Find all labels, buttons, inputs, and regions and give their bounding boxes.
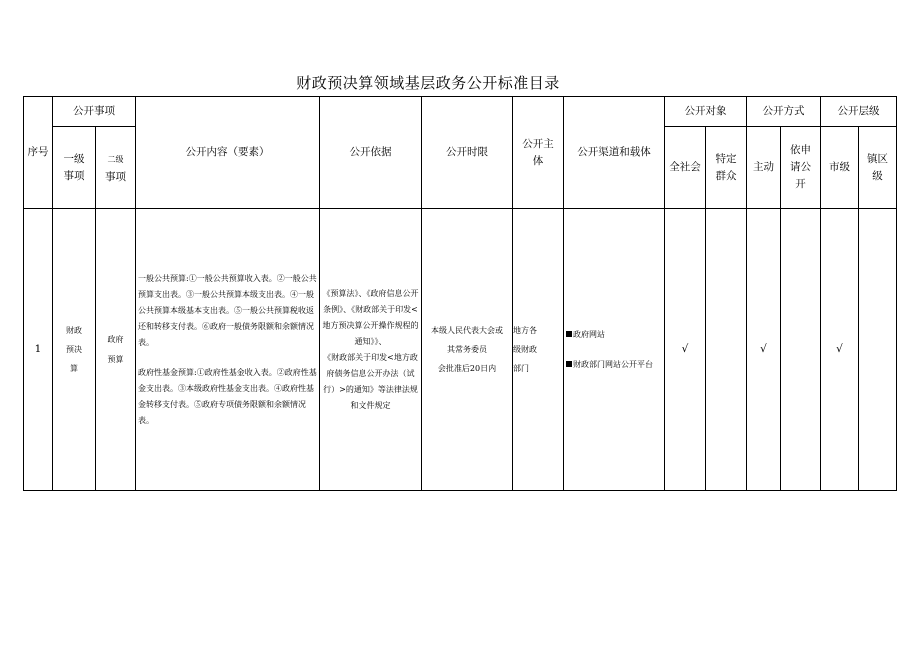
row-level1-line-1: 财政 bbox=[66, 325, 82, 335]
row-time-line-3: 会批准后20日内 bbox=[437, 364, 497, 374]
header-level2-line-1: 二级 bbox=[107, 154, 124, 164]
channel-finance-site-label: 财政部门网站公开平台 bbox=[573, 359, 653, 369]
header-target-specific-line-2: 群众 bbox=[715, 169, 737, 182]
header-mode-active: 主动 bbox=[747, 127, 781, 209]
row-target-specific bbox=[706, 209, 747, 491]
basis-laws: 《预算法》、《政府信息公开条例》、《财政部关于印发<地方预决算公开操作规程的通知》》、 bbox=[322, 288, 419, 346]
row-mode-request bbox=[781, 209, 821, 491]
header-target-group: 公开对象 bbox=[665, 97, 747, 127]
header-time: 公开时限 bbox=[422, 97, 513, 209]
row-subject-line-3: 部门 bbox=[513, 364, 529, 374]
row-time-line-2: 其常务委员 bbox=[447, 344, 487, 354]
row-basis bbox=[320, 209, 422, 491]
basis-debt-notice: 《财政部关于印发<地方政府债务信息公开办法（试行）>的通知》等法律法规和文件规定 bbox=[323, 352, 418, 410]
header-level1 bbox=[53, 127, 96, 209]
header-channel: 公开渠道和载体 bbox=[564, 97, 665, 209]
header-level-town bbox=[859, 127, 897, 209]
document-title: 财政预决算领域基层政务公开标准目录 bbox=[296, 74, 560, 92]
header-basis: 公开依据 bbox=[320, 97, 422, 209]
header-subject bbox=[513, 97, 564, 209]
header-row-1 bbox=[24, 97, 897, 127]
row-time bbox=[422, 209, 513, 491]
row-level2 bbox=[96, 209, 136, 491]
header-level-town-line-2: 级 bbox=[872, 169, 883, 182]
channel-gov-site-label: 政府网站 bbox=[573, 329, 605, 339]
row-level-city: √ bbox=[821, 209, 859, 491]
row-subject bbox=[513, 209, 564, 491]
header-mode-request bbox=[781, 127, 821, 209]
row-level1-line-3: 算 bbox=[70, 364, 78, 374]
header-mode-request-line-2: 请公 bbox=[790, 161, 811, 174]
row-mode-active: √ bbox=[747, 209, 781, 491]
header-target-all: 全社会 bbox=[665, 127, 706, 209]
header-level-group: 公开层级 bbox=[821, 97, 897, 127]
row-content bbox=[136, 209, 320, 491]
header-level-city: 市级 bbox=[821, 127, 859, 209]
channel-item-gov-site bbox=[566, 327, 662, 343]
header-seq: 序号 bbox=[24, 97, 53, 209]
header-mode-request-line-3: 开 bbox=[795, 177, 806, 190]
header-level2-line-2: 事项 bbox=[105, 170, 126, 183]
row-time-line-1: 本级人民代表大会或 bbox=[431, 325, 503, 335]
content-fund-budget: 政府性基金预算:①政府性基金收入表。②政府性基金支出表。③本级政府性基金支出表。④政府性基金转移支付表。⑤政府专项债务限额和余额情况表。 bbox=[138, 367, 317, 425]
header-level-town-line-1: 镇区 bbox=[867, 152, 888, 165]
header-mode-request-line-1: 依申 bbox=[790, 144, 811, 157]
row-level-town bbox=[859, 209, 897, 491]
square-bullet-icon bbox=[566, 361, 572, 367]
row-seq: 1 bbox=[24, 209, 53, 491]
content-general-budget: 一般公共预算:①一般公共预算收入表。②一般公共预算支出表。③一般公共预算本级支出表。④一般公共预算本级基本支出表。⑤一般公共预算税收返还和转移支付表。⑥政府一般债务限额和余额情况表。 bbox=[138, 273, 317, 347]
row-level2-line-2: 预算 bbox=[107, 354, 124, 364]
row-subject-line-1: 地方各 bbox=[513, 325, 537, 335]
square-bullet-icon bbox=[566, 331, 572, 337]
header-item-group: 公开事项 bbox=[53, 97, 136, 127]
row-level1 bbox=[53, 209, 96, 491]
header-target-specific bbox=[706, 127, 747, 209]
header-subject-line-2: 体 bbox=[532, 154, 544, 167]
data-row-1 bbox=[24, 209, 897, 491]
row-channel bbox=[564, 209, 665, 491]
row-target-all: √ bbox=[665, 209, 706, 491]
header-subject-line-1: 公开主 bbox=[522, 137, 554, 150]
header-level2 bbox=[96, 127, 136, 209]
row-level1-line-2: 预决 bbox=[66, 344, 82, 354]
header-target-specific-line-1: 特定 bbox=[715, 152, 737, 165]
row-level2-line-1: 政府 bbox=[107, 335, 124, 345]
row-subject-line-2: 级财政 bbox=[513, 344, 537, 354]
channel-item-finance-site bbox=[566, 357, 662, 373]
header-mode-group: 公开方式 bbox=[747, 97, 821, 127]
header-level1-line-2: 事项 bbox=[63, 169, 85, 182]
header-content: 公开内容（要素） bbox=[136, 97, 320, 209]
header-level1-line-1: 一级 bbox=[63, 152, 85, 165]
catalog-table bbox=[23, 96, 897, 491]
